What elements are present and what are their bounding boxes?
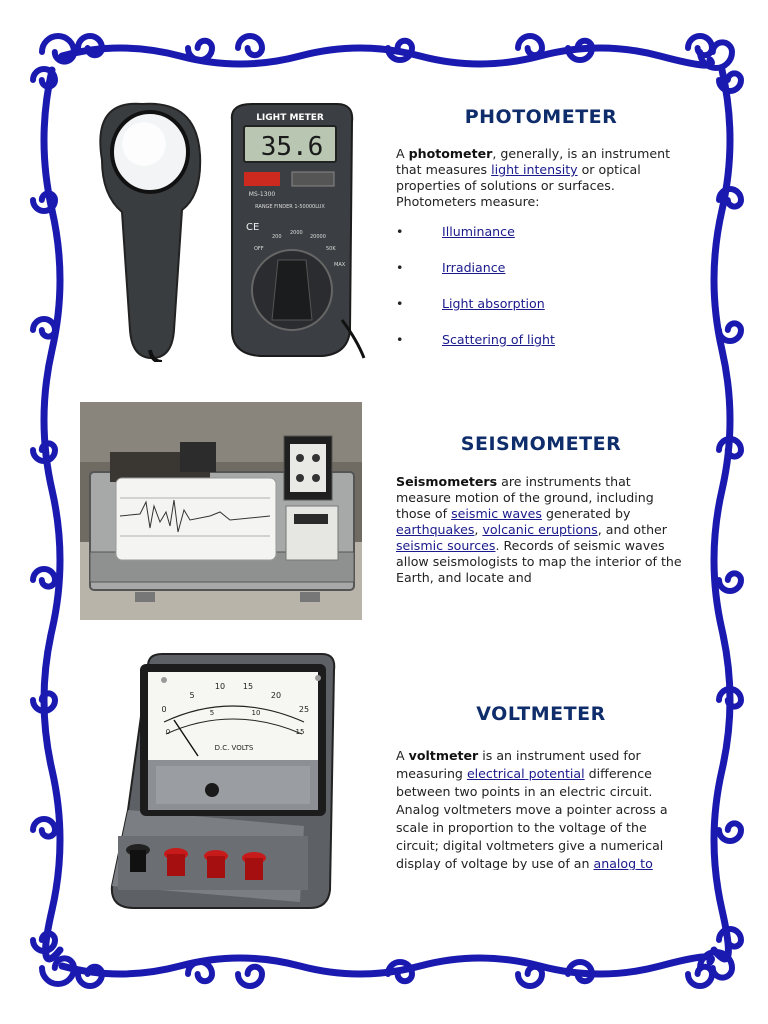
seismometer-image	[80, 402, 362, 620]
earthquakes-link[interactable]: earthquakes	[396, 522, 475, 537]
dial-scale-label: 10	[214, 682, 226, 692]
text-run: ,	[474, 522, 483, 537]
text-run: is an instrument used for measuring	[396, 748, 641, 781]
list-item	[396, 260, 686, 296]
volcanic-eruptions-link[interactable]: volcanic eruptions	[482, 522, 598, 537]
border-scroll	[518, 36, 542, 55]
border-scroll	[33, 569, 55, 587]
border-scroll	[238, 967, 262, 986]
light-absorption-link[interactable]: Light absorption	[442, 296, 545, 311]
meter-range-label: RANGE FINDER 1-50000LUX	[255, 204, 325, 210]
dial-scale-label: 20	[270, 690, 282, 700]
electrical-potential-link[interactable]: electrical potential	[466, 766, 585, 781]
photometer-section	[396, 100, 688, 352]
bullet: •	[396, 260, 404, 275]
list-item	[396, 332, 686, 352]
text-run: are instruments that measure motion of the ground, including those of	[396, 474, 654, 521]
voltmeter-section	[396, 695, 688, 870]
bullet: •	[396, 224, 404, 239]
list-item	[396, 296, 686, 332]
illuminance-link[interactable]: Illuminance	[442, 224, 515, 239]
border-scroll	[33, 819, 55, 837]
text-run: , generally, is an instrument that measures	[396, 146, 671, 177]
border-scroll	[238, 36, 262, 55]
bold-term: voltmeter	[408, 748, 479, 763]
border-scroll	[42, 36, 74, 62]
text-run: A	[396, 748, 409, 763]
bullet: •	[396, 332, 404, 347]
border-scroll	[719, 823, 741, 841]
svg-text:2000: 2000	[290, 230, 303, 236]
list-item	[396, 224, 686, 260]
svg-text:20000: 20000	[310, 234, 326, 240]
border-scroll	[719, 323, 741, 341]
dial-scale-label: 25	[298, 705, 310, 714]
svg-text:200: 200	[272, 234, 282, 240]
border-scroll	[33, 319, 55, 337]
dial-scale-label: 0	[165, 728, 171, 736]
dial-scale-label: 5	[209, 708, 215, 717]
dial-scale-label: 10	[251, 708, 261, 717]
border-scroll	[518, 967, 542, 986]
seismometer-description	[396, 474, 686, 588]
photometer-title: PHOTOMETER	[464, 106, 618, 128]
dial-scale-label: 15	[295, 728, 305, 736]
bullet: •	[396, 296, 404, 311]
dial-scale-label: 15	[242, 682, 254, 692]
light-intensity-link[interactable]: light intensity	[491, 162, 578, 177]
bold-term: Seismometers	[396, 474, 498, 489]
text-run: or optical properties of solutions or surfaces. Photometers measure:	[396, 162, 641, 209]
dc-volts-label: D.C. VOLTS	[214, 744, 254, 752]
analog-to-link[interactable]: analog to	[593, 856, 653, 870]
meter-reading: 35.6	[260, 132, 324, 162]
meter-model: MS-1300	[248, 191, 276, 198]
text-run: difference between two points in an electric circuit. Analog voltmeters move a pointer across a scale in proportion to the voltage of the circuit; digital voltmeters give a numerical display of voltage by use of an	[396, 766, 668, 870]
border-scroll	[719, 573, 741, 591]
border-scroll	[188, 41, 212, 60]
seismic-waves-link[interactable]: seismic waves	[451, 506, 542, 521]
border-scroll	[188, 962, 212, 981]
text-run: , and other	[597, 522, 667, 537]
text-run: generated by	[541, 506, 631, 521]
dial-scale-label: 5	[189, 690, 195, 700]
irradiance-link[interactable]: Irradiance	[442, 260, 506, 275]
photometer-description	[396, 146, 686, 352]
ce-mark: CE	[246, 222, 260, 233]
svg-text:MAX: MAX	[334, 262, 346, 268]
voltmeter-image	[104, 650, 344, 912]
seismometer-section	[396, 425, 688, 588]
svg-text:50K: 50K	[326, 246, 336, 252]
light-meter-label: LIGHT METER	[256, 113, 324, 123]
text-run: A	[396, 146, 409, 161]
seismic-sources-link[interactable]: seismic sources	[396, 538, 496, 553]
text-run: . Records of seismic waves allow seismologists to map the interior of the Earth, and locate and	[396, 538, 682, 585]
svg-text:OFF: OFF	[254, 246, 264, 252]
measurement-list	[396, 224, 686, 352]
photometer-image	[82, 100, 367, 362]
bold-term: photometer	[408, 146, 493, 161]
seismometer-title: SEISMOMETER	[460, 433, 622, 455]
dial-scale-label: 0	[161, 705, 167, 714]
voltmeter-description	[396, 747, 686, 870]
voltmeter-title: VOLTMETER	[476, 703, 606, 725]
scattering-of-light-link[interactable]: Scattering of light	[442, 332, 555, 347]
